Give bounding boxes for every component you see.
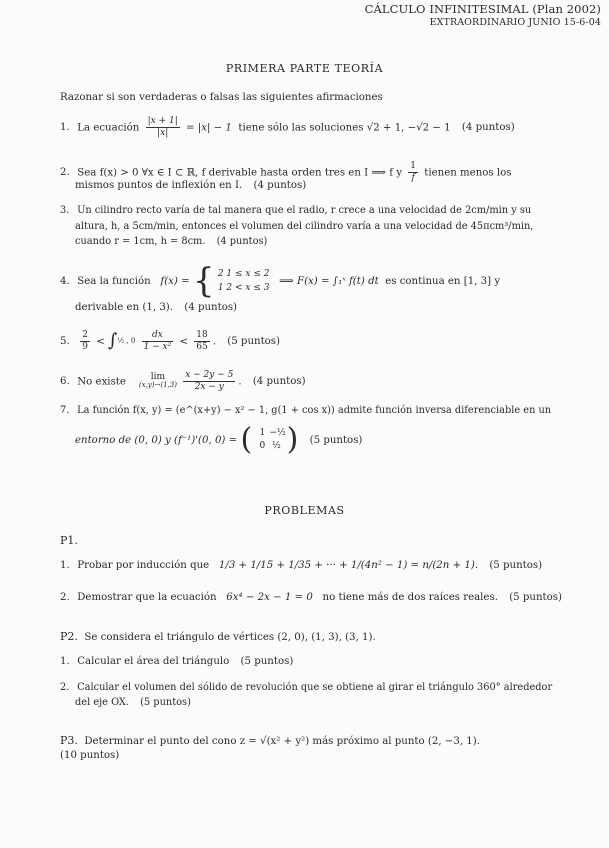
question-7: 7. La función f(x, y) = (e^(x+y) − x² − 1, g(1 + cos x)) admite función inversa diferenciable en un	[60, 405, 552, 416]
question-5: 5. $\frac{2}{9}$ < ∫½ , 0 $\frac{dx}{\text{1 − x²}}$ < $\frac{18}{65}$ . (5 puntos)	[60, 330, 281, 352]
p1-question-2: 2. Demostrar que la ecuación 6x⁴ − 2x − 1 = 0 no tiene más de dos raíces reales. (5 puntos)	[60, 592, 562, 603]
question-6: 6. No existe lim (x,y)→(1,3) $\frac{x - 2y - 5}{2x - y}$ . (4 puntos)	[60, 370, 306, 392]
question-7-cont: entorno de (0, 0) y (f⁻¹)'(0, 0) = ( 1 −½ 0 ½ ) (5 puntos)	[75, 422, 363, 457]
part2-title: PROBLEMAS	[264, 504, 345, 517]
question-3-cont: altura, h, a 5cm/min, entonces el volumen del cilindro varía a una velocidad de 45πcm³/min,	[75, 221, 534, 232]
p3: P3. Determinar el punto del cono z = √(x² + y²) más próximo al punto (2, −3, 1).	[60, 734, 480, 747]
question-3: 3. Un cilindro recto varía de tal manera que el radio, r crece a una velocidad de 2cm/min y su	[60, 205, 532, 216]
p2-intro: P2. Se considera el triángulo de vértices (2, 0), (1, 3), (3, 1).	[60, 630, 376, 643]
question-3-cont2: cuando r = 1cm, h = 8cm. (4 puntos)	[75, 236, 268, 247]
p1-question-1: 1. Probar por inducción que 1/3 + 1/15 + 1/35 + ··· + 1/(4n² − 1) = n/(2n + 1). (5 puntos)	[60, 560, 543, 571]
question-4-cont: derivable en (1, 3). (4 puntos)	[75, 302, 238, 313]
p2-question-1: 1. Calcular el área del triángulo (5 puntos)	[60, 656, 294, 667]
p2-question-2: 2. Calcular el volumen del sólido de revolución que se obtiene al girar el triángulo 360° alrededor	[60, 682, 553, 693]
p1-label: P1.	[60, 534, 78, 547]
instruction: Razonar si son verdaderas o falsas las siguientes afirmaciones	[60, 92, 383, 103]
p2-question-2-cont: del eje OX. (5 puntos)	[75, 697, 191, 708]
question-2: 2. Sea f(x) > 0 ∀x ∈ I ⊂ ℝ, f derivable hasta orden tres en I ⟹ f y $\frac{1}{f}$ tienen menos los	[60, 161, 512, 183]
p3-points: (10 puntos)	[60, 750, 120, 761]
question-1: 1. La ecuación $\frac{|x + 1|}{|x|}$ = |x| − 1 tiene sólo las soluciones √2 + 1, −√2 − 1 (4 puntos)	[60, 116, 515, 138]
course-title: CÁLCULO INFINITESIMAL (Plan 2002)	[364, 2, 601, 16]
exam-date: EXTRAORDINARIO JUNIO 15-6-04	[429, 17, 601, 28]
question-2-cont: mismos puntos de inflexión en I. (4 puntos)	[75, 180, 307, 191]
question-4: 4. Sea la función f(x) = { 2 1 ≤ x ≤ 2 1 2 < x ≤ 3 ⟹ F(x) = ∫₁ˣ f(t) dt es continua en [1, 3] y	[60, 261, 501, 301]
part1-title: PRIMERA PARTE TEORÍA	[225, 62, 384, 75]
